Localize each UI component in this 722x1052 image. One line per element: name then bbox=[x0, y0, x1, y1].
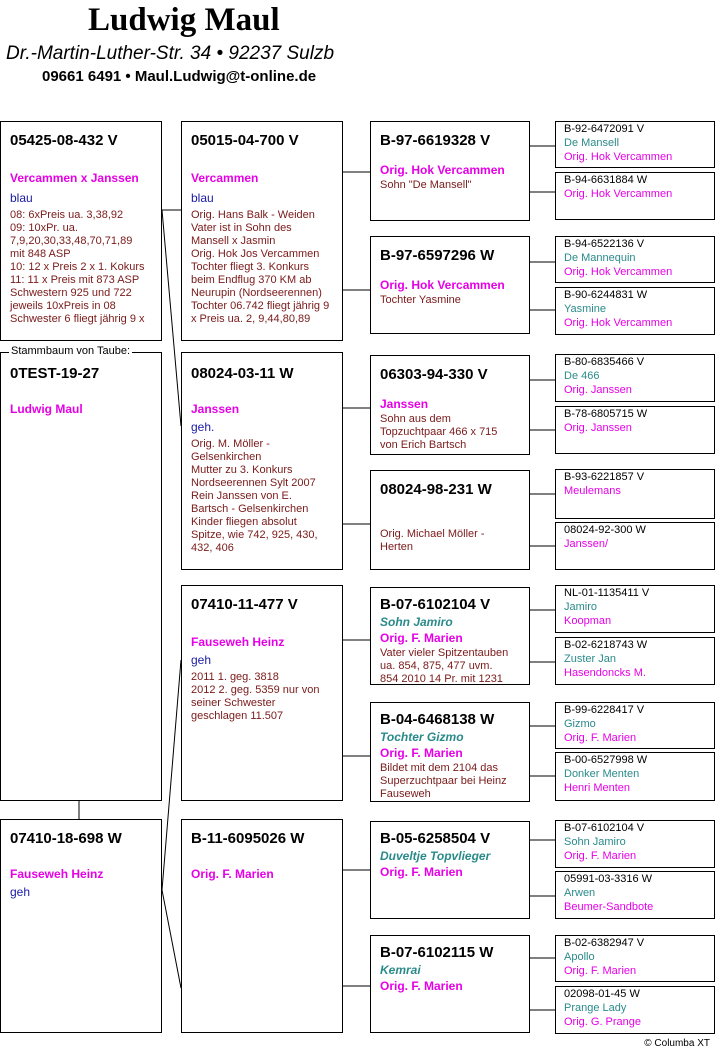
breeder-origin: Orig. G. Prange bbox=[564, 1016, 642, 1028]
ring-number: B-94-6631884 W bbox=[564, 174, 648, 186]
strain-nickname: Duveltje Topvlieger bbox=[380, 849, 491, 863]
color: geh. bbox=[191, 420, 215, 434]
breeder-origin: Orig. F. Marien bbox=[564, 850, 637, 862]
notes: Sohn aus dem Topzuchtpaar 466 x 715 von Erich Bartsch bbox=[380, 413, 498, 451]
breeder-origin: Orig. Janssen bbox=[564, 422, 632, 434]
strain-name: Orig. F. Marien bbox=[191, 867, 274, 881]
ring-number: B-94-6522136 V bbox=[564, 238, 645, 250]
breeder-origin: Orig. F. Marien bbox=[564, 732, 637, 744]
gen2-mm-card[interactable] bbox=[181, 819, 343, 1033]
pigeon-name: Gizmo bbox=[564, 718, 596, 730]
gen1-mother-card[interactable] bbox=[0, 819, 162, 1033]
breeder-origin: Orig. Hok Vercammen bbox=[380, 163, 505, 177]
gen1-father-card[interactable] bbox=[0, 121, 162, 341]
ring-number: 08024-92-300 W bbox=[564, 524, 646, 536]
breeder-origin: Orig. Hok Vercammen bbox=[380, 278, 505, 292]
ring-number: B-90-6244831 W bbox=[564, 289, 648, 301]
strain-nickname: Kemrai bbox=[380, 963, 421, 977]
gen2-mf-card[interactable] bbox=[181, 585, 343, 801]
strain-name: Janssen bbox=[191, 402, 240, 416]
gen4-card-12[interactable] bbox=[555, 820, 715, 868]
ring-number: B-80-6835466 V bbox=[564, 356, 645, 368]
pigeon-name: Yasmine bbox=[564, 303, 606, 315]
ring-number: B-99-6228417 V bbox=[564, 704, 645, 716]
strain-name: Vercammen bbox=[191, 171, 259, 185]
gen4-card-13[interactable] bbox=[555, 871, 715, 919]
breeder-contact: 09661 6491 • Maul.Ludwig@t-online.de bbox=[42, 68, 317, 85]
color: blau bbox=[191, 191, 214, 205]
ring-number: B-04-6468138 W bbox=[380, 711, 495, 728]
color: geh bbox=[191, 653, 212, 667]
performance-notes: Orig. Hans Balk - Weiden Vater ist in Sohn des Mansell x Jasmin Orig. Hok Jos Vercammen Tochter fliegt 3. Konkurs beim Endflug 370 KM ab Neurupin (Nordseerennen) Tochter 06.742 fliegt jährig 9 x Preis ua. 2, 9,44,80,89 bbox=[191, 209, 330, 325]
strain-nickname: Tochter Gizmo bbox=[380, 730, 464, 744]
ring-number: 06303-94-330 V bbox=[380, 366, 488, 383]
breeder-origin: Orig. F. Marien bbox=[380, 631, 463, 645]
breeder-origin: Henri Menten bbox=[564, 782, 631, 794]
ring-number: B-78-6805715 W bbox=[564, 408, 648, 420]
gen4-card-8[interactable] bbox=[555, 585, 715, 633]
breeder-origin: Orig. Hok Vercammen bbox=[564, 188, 673, 200]
breeder-origin: Koopman bbox=[564, 615, 612, 627]
ring-number: 0TEST-19-27 bbox=[10, 365, 100, 382]
gen3-card-7[interactable] bbox=[370, 935, 530, 1033]
pedigree-caption: Stammbaum von Taube: bbox=[11, 345, 131, 357]
breeder-origin: Orig. F. Marien bbox=[380, 746, 463, 760]
ring-number: NL-01-1135411 V bbox=[564, 587, 650, 599]
gen3-card-1[interactable] bbox=[370, 236, 530, 334]
gen4-card-0[interactable] bbox=[555, 121, 715, 168]
gen3-card-6[interactable] bbox=[370, 821, 530, 919]
ring-number: B-00-6527998 W bbox=[564, 754, 648, 766]
notes: Orig. Michael Möller - Herten bbox=[380, 528, 485, 553]
ring-number: 08024-03-11 W bbox=[191, 365, 294, 382]
ring-number: B-97-6597296 W bbox=[380, 247, 495, 264]
breeder-origin: Janssen/ bbox=[564, 538, 609, 550]
gen4-card-5[interactable] bbox=[555, 406, 715, 454]
gen4-card-10[interactable] bbox=[555, 702, 715, 749]
pigeon-name: Prange Lady bbox=[564, 1002, 627, 1014]
breeder-origin: Janssen bbox=[380, 397, 429, 411]
ring-number: B-97-6619328 V bbox=[380, 132, 491, 149]
pigeon-name: Jamiro bbox=[564, 601, 598, 613]
gen4-card-2[interactable] bbox=[555, 236, 715, 283]
notes: Vater vieler Spitzentauben ua. 854, 875, 477 uvm. 854 2010 14 Pr. mit 1231 bbox=[380, 647, 509, 685]
strain-nickname: Sohn Jamiro bbox=[380, 615, 453, 629]
owner-name: Ludwig Maul bbox=[10, 402, 83, 416]
breeder-origin: Meulemans bbox=[564, 485, 621, 497]
ring-number: B-07-6102115 W bbox=[380, 944, 494, 961]
gen2-ff-card[interactable] bbox=[181, 121, 343, 341]
ring-number: B-02-6218743 W bbox=[564, 639, 648, 651]
strain-name: Fauseweh Heinz bbox=[10, 867, 104, 881]
pigeon-name: Donker Menten bbox=[564, 768, 640, 780]
ring-number: B-11-6095026 W bbox=[191, 830, 305, 847]
ring-number: B-07-6102104 V bbox=[380, 596, 491, 613]
color: geh bbox=[10, 885, 31, 899]
ring-number: B-92-6472091 V bbox=[564, 123, 645, 135]
strain-name: Fauseweh Heinz bbox=[191, 635, 285, 649]
pigeon-name: De Mansell bbox=[564, 137, 620, 149]
gen2-fm-card[interactable] bbox=[181, 352, 343, 570]
gen4-card-14[interactable] bbox=[555, 935, 715, 982]
ring-number: B-93-6221857 V bbox=[564, 471, 645, 483]
breeder-name: Ludwig Maul bbox=[88, 2, 280, 38]
breeder-origin: Orig. F. Marien bbox=[380, 865, 463, 879]
gen3-card-5[interactable] bbox=[370, 702, 530, 802]
ring-number: 08024-98-231 W bbox=[380, 481, 492, 498]
ring-number: 02098-01-45 W bbox=[564, 988, 640, 1000]
pigeon-name: Zuster Jan bbox=[564, 653, 616, 665]
pigeon-name: Arwen bbox=[564, 887, 596, 899]
footer-copyright: © Columba XT bbox=[644, 1038, 710, 1049]
gen3-card-0[interactable] bbox=[370, 121, 530, 221]
gen4-card-9[interactable] bbox=[555, 637, 715, 685]
performance-notes: Orig. M. Möller - Gelsenkirchen Mutter zu 3. Konkurs Nordseerennen Sylt 2007 Rein Janssen von E. Bartsch - Gelsenkirchen Kinder fliegen absolut Spitze, wie 742, 925, 430, 432, 406 bbox=[191, 438, 318, 554]
ring-number: 07410-11-477 V bbox=[191, 596, 298, 613]
pigeon-name: Apollo bbox=[564, 951, 595, 963]
breeder-origin: Orig. F. Marien bbox=[564, 965, 637, 977]
gen3-card-4[interactable] bbox=[370, 587, 530, 685]
pigeon-name: De Mannequin bbox=[564, 252, 636, 264]
ring-number: B-02-6382947 V bbox=[564, 937, 645, 949]
pigeon-name: Sohn Jamiro bbox=[564, 836, 626, 848]
breeder-origin: Beumer-Sandbote bbox=[564, 901, 654, 913]
breeder-origin: Orig. F. Marien bbox=[380, 979, 463, 993]
ring-number: 07410-18-698 W bbox=[10, 830, 122, 847]
breeder-origin: Orig. Janssen bbox=[564, 384, 632, 396]
gen3-card-3[interactable] bbox=[370, 470, 530, 570]
ring-number: 05425-08-432 V bbox=[10, 132, 118, 149]
breeder-origin: Hasendoncks M. bbox=[564, 667, 646, 679]
gen4-card-7[interactable] bbox=[555, 522, 715, 570]
ring-number: 05015-04-700 V bbox=[191, 132, 299, 149]
gen4-card-15[interactable] bbox=[555, 986, 715, 1034]
subject-pigeon-card[interactable] bbox=[0, 345, 162, 801]
gen4-card-1[interactable] bbox=[555, 172, 715, 220]
performance-notes: 08: 6xPreis ua. 3,38,92 09: 10xPr. ua. 7,9,20,30,33,48,70,71,89 mit 848 ASP 10: 12 x Preis 2 x 1. Kokurs 11: 11 x Preis mit 873 ASP Schwestern 925 und 722 jeweils 10xPreis in 08 Schwester 6 fliegt jährig 9 x bbox=[10, 209, 145, 325]
performance-notes: 2011 1. geg. 3818 2012 2. geg. 5359 nur von seiner Schwester geschlagen 11.507 bbox=[191, 671, 320, 722]
gen4-card-11[interactable] bbox=[555, 752, 715, 801]
notes: Tochter Yasmine bbox=[380, 294, 461, 306]
breeder-origin: Orig. Hok Vercammen bbox=[564, 151, 673, 163]
strain-name: Vercammen x Janssen bbox=[10, 171, 139, 185]
ring-number: 05991-03-3316 W bbox=[564, 873, 653, 885]
gen4-card-3[interactable] bbox=[555, 287, 715, 335]
ring-number: B-07-6102104 V bbox=[564, 822, 645, 834]
notes: Bildet mit dem 2104 das Superzuchtpaar bei Heinz Fauseweh bbox=[380, 762, 507, 800]
gen4-card-6[interactable] bbox=[555, 469, 715, 519]
notes: Sohn "De Mansell" bbox=[380, 179, 472, 191]
pigeon-name: De 466 bbox=[564, 370, 600, 382]
gen4-card-4[interactable] bbox=[555, 354, 715, 402]
breeder-origin: Orig. Hok Vercammen bbox=[564, 317, 673, 329]
breeder-origin: Orig. Hok Vercammen bbox=[564, 266, 673, 278]
breeder-address: Dr.-Martin-Luther-Str. 34 • 92237 Sulzb bbox=[6, 43, 335, 64]
gen3-card-2[interactable] bbox=[370, 355, 530, 455]
ring-number: B-05-6258504 V bbox=[380, 830, 491, 847]
color: blau bbox=[10, 191, 33, 205]
